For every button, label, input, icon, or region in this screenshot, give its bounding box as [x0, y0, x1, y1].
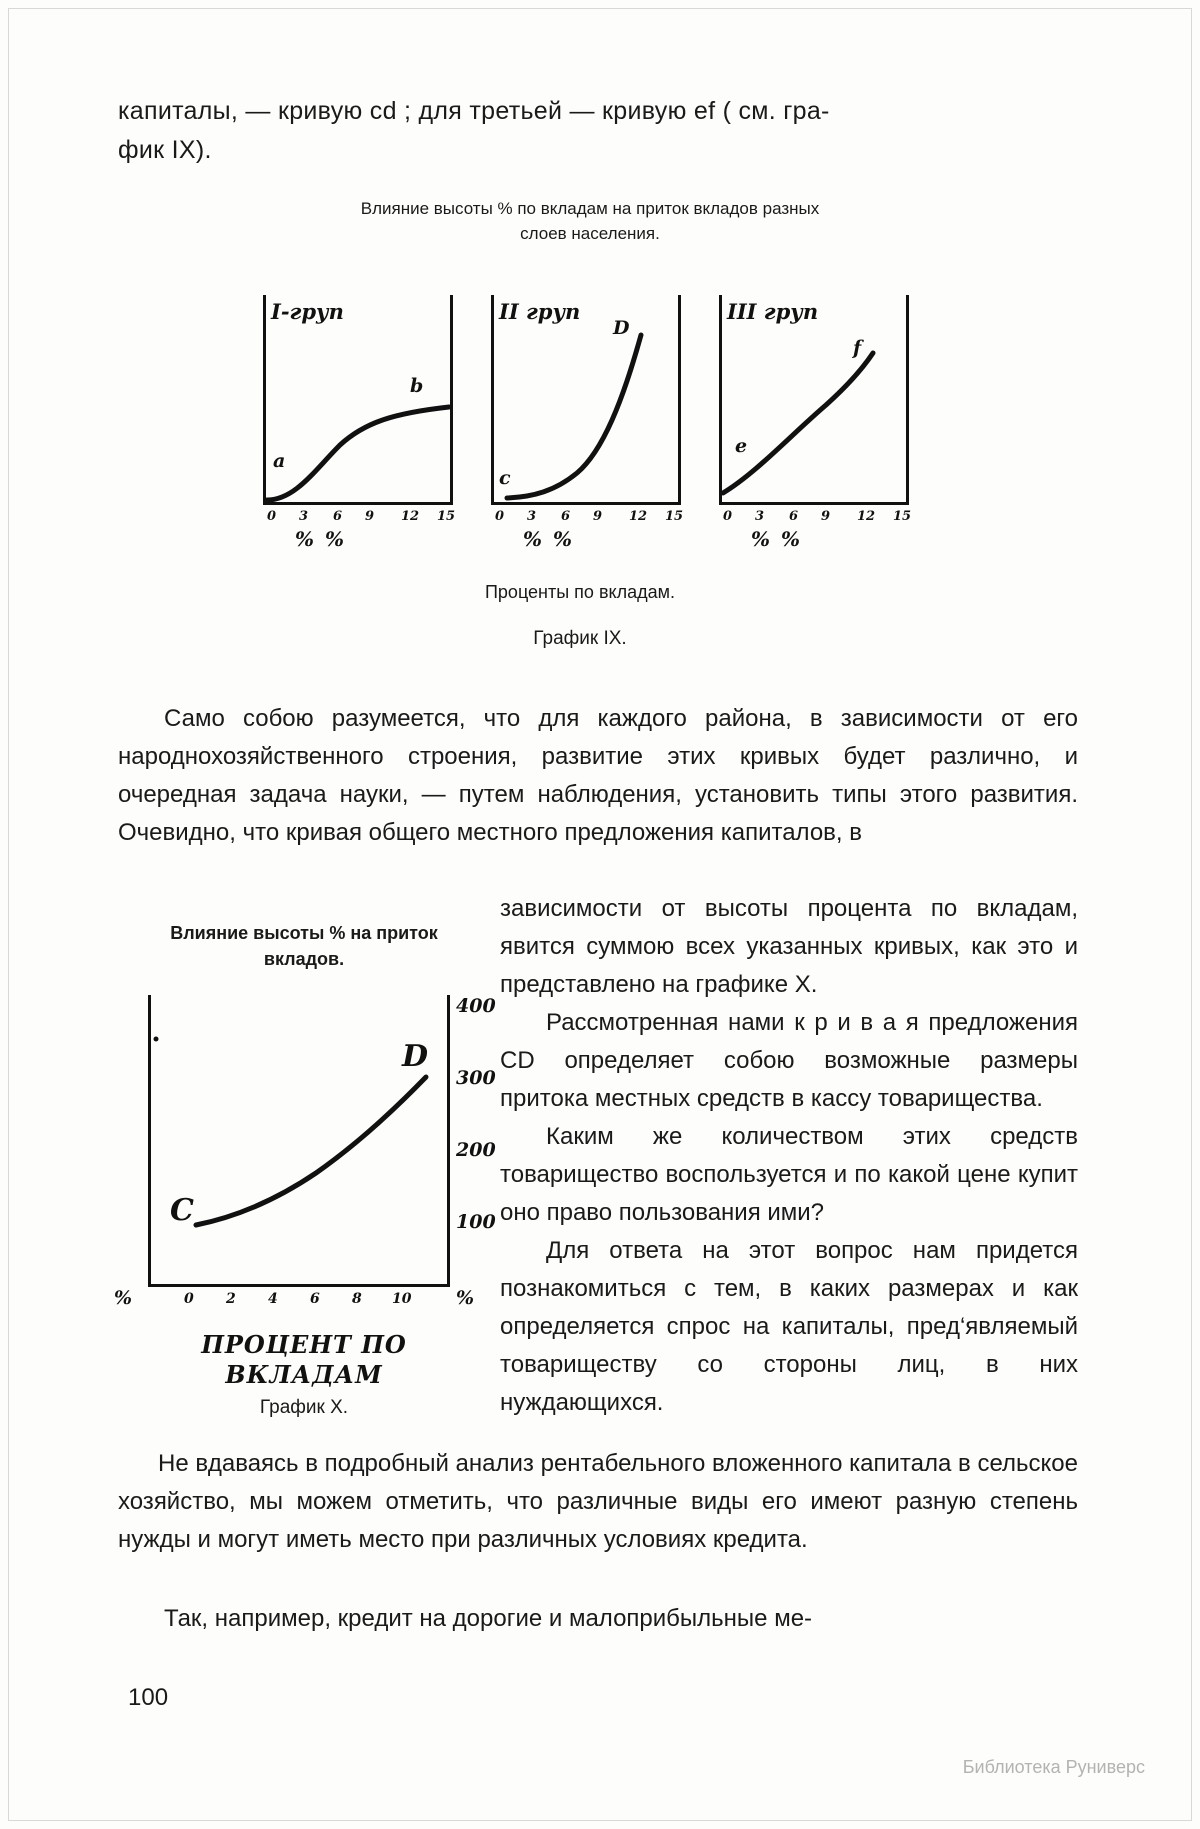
- tick: 6: [333, 509, 343, 524]
- tick: 3: [527, 509, 537, 524]
- chart-panel-group-3: [701, 295, 921, 555]
- chart-panel-group-1: [245, 295, 465, 555]
- figure-x-label-d: D: [402, 1039, 429, 1074]
- right-column-paragraph-1: зависимости от высоты процента по вкладам, явится суммою всех указанных кривых, как это и представлено на графике X.: [500, 895, 1078, 998]
- chart-panel-3-label-e: e: [735, 435, 748, 457]
- chart-panel-3-axis-label: % %: [751, 527, 802, 551]
- tick: 8: [352, 1291, 362, 1307]
- tick: 12: [857, 509, 876, 524]
- figure-x-xlabel: [118, 1330, 490, 1390]
- figure-x-number: График X.: [259, 1397, 349, 1418]
- figure-x-axis-right-label: %: [456, 1287, 475, 1309]
- tick: 0: [184, 1291, 194, 1307]
- tick: 9: [365, 509, 375, 524]
- tick: 0: [723, 509, 733, 524]
- figure-ix-subcaption: Проценты по вкладам.: [484, 582, 675, 602]
- chart-panel-2-axis-label: % %: [523, 527, 574, 551]
- chart-panel-1-axis-label: % %: [295, 527, 346, 551]
- figure-ix-title-line1: Влияние высоты % по вкладам на приток вкладов разных: [360, 199, 820, 218]
- figure-x-chart: [114, 995, 496, 1335]
- chart-panel-3-xticks: [711, 509, 921, 527]
- tick: 4: [268, 1291, 278, 1307]
- figure-x-ytick-100: 100: [456, 1211, 496, 1233]
- tick: 6: [310, 1291, 320, 1307]
- right-column-paragraph-4: Для ответа на этот вопрос нам придется познакомиться с тем, в каких размерах и как определяется спрос на капиталы, пред‘являемый товариществу со стороны лиц, в них нуждающихся.: [500, 1237, 1078, 1416]
- chart-panel-2-label-c: c: [499, 467, 511, 489]
- tick: 15: [893, 509, 912, 524]
- chart-panel-3-curve: [701, 295, 921, 510]
- figure-ix-number: График IX.: [533, 628, 627, 649]
- tick: 3: [299, 509, 309, 524]
- tick: 6: [561, 509, 571, 524]
- page-number: 100: [128, 1684, 169, 1711]
- chart-panel-1-xticks: [255, 509, 465, 527]
- body-paragraph-2-text: Не вдаваясь в подробный анализ рентабельного вложенного капитала в сельское хозяйство, мы можем отметить, что различные виды его имеют разную степень нужды и могут иметь место при различных условиях кредита.: [118, 1450, 1078, 1553]
- figure-x-curve: [126, 995, 496, 1290]
- figure-x-title: [118, 920, 490, 972]
- tick: 3: [755, 509, 765, 524]
- tick: 6: [789, 509, 799, 524]
- chart-panel-3-label-f: f: [853, 337, 862, 359]
- chart-panel-group-2: [473, 295, 693, 555]
- figure-x-axis-left-label: %: [114, 1287, 133, 1309]
- body-paragraph-3: Так, например, кредит на дорогие и малоприбыльные ме-: [164, 1605, 813, 1632]
- figure-x-label-c: C: [170, 1193, 194, 1228]
- chart-panel-2-xticks: [483, 509, 693, 527]
- figure-ix-title-line2: слоев населения.: [520, 224, 660, 243]
- top-paragraph-line2: фик IX).: [118, 136, 212, 164]
- chart-panel-1-title: I-груп: [271, 299, 344, 324]
- tick: 10: [392, 1291, 412, 1307]
- tick: 0: [267, 509, 277, 524]
- figure-ix: [245, 295, 945, 555]
- watermark-label: Библиотека Руниверс: [962, 1757, 1145, 1777]
- right-column-text: [500, 890, 1078, 1422]
- figure-x-title-line1: Влияние высоты % на приток: [170, 923, 438, 943]
- body-paragraph-2: [118, 1445, 1078, 1559]
- top-paragraph-line1: капиталы, — кривую cd ; для третьей — кривую ef ( см. гра-: [118, 97, 830, 125]
- body-paragraph-1-text: Само собою разумеется, что для каждого района, в зависимости от его народнохозяйственного строения, развитие этих кривых будет различно, и очередная задача науки, — путем наблюдения, установить типы этого развития. Очевидно, что кривая общего местного предложения капиталов, в: [118, 705, 1078, 846]
- figure-x-ytick-200: 200: [456, 1139, 496, 1161]
- figure-x-title-line2: вкладов.: [263, 949, 345, 969]
- figure-x-xlabel-line1: ПРОЦЕНТ ПО: [201, 1330, 407, 1359]
- tick: 0: [495, 509, 505, 524]
- figure-x-ytick-400: 400: [456, 995, 496, 1017]
- tick: 2: [226, 1291, 236, 1307]
- chart-panel-2-label-d: D: [613, 317, 630, 339]
- tick: 9: [593, 509, 603, 524]
- tick: 9: [821, 509, 831, 524]
- chart-panel-1-label-b: b: [410, 375, 424, 397]
- figure-x-xlabel-line2: ВКЛАДАМ: [225, 1360, 383, 1389]
- tick: 15: [665, 509, 684, 524]
- tick: 12: [401, 509, 420, 524]
- tick: 15: [437, 509, 456, 524]
- top-paragraph: [118, 92, 1078, 170]
- figure-x-ytick-300: 300: [456, 1067, 496, 1089]
- figure-ix-title: [230, 196, 950, 246]
- body-paragraph-1: [118, 700, 1078, 852]
- tick: 12: [629, 509, 648, 524]
- chart-panel-2-title: II груп: [499, 299, 581, 324]
- right-column-paragraph-3: Каким же количеством этих средств товарищество воспользуется и по какой цене купит оно право пользования ими?: [500, 1123, 1078, 1226]
- chart-panel-1-label-a: a: [273, 450, 286, 472]
- chart-panel-1-curve: [245, 295, 465, 510]
- right-column-paragraph-2: Рассмотренная нами к р и в а я предложения CD определяет собою возможные размеры притока местных средств в кассу товарищества.: [500, 1009, 1078, 1112]
- chart-panel-3-title: III груп: [727, 299, 819, 324]
